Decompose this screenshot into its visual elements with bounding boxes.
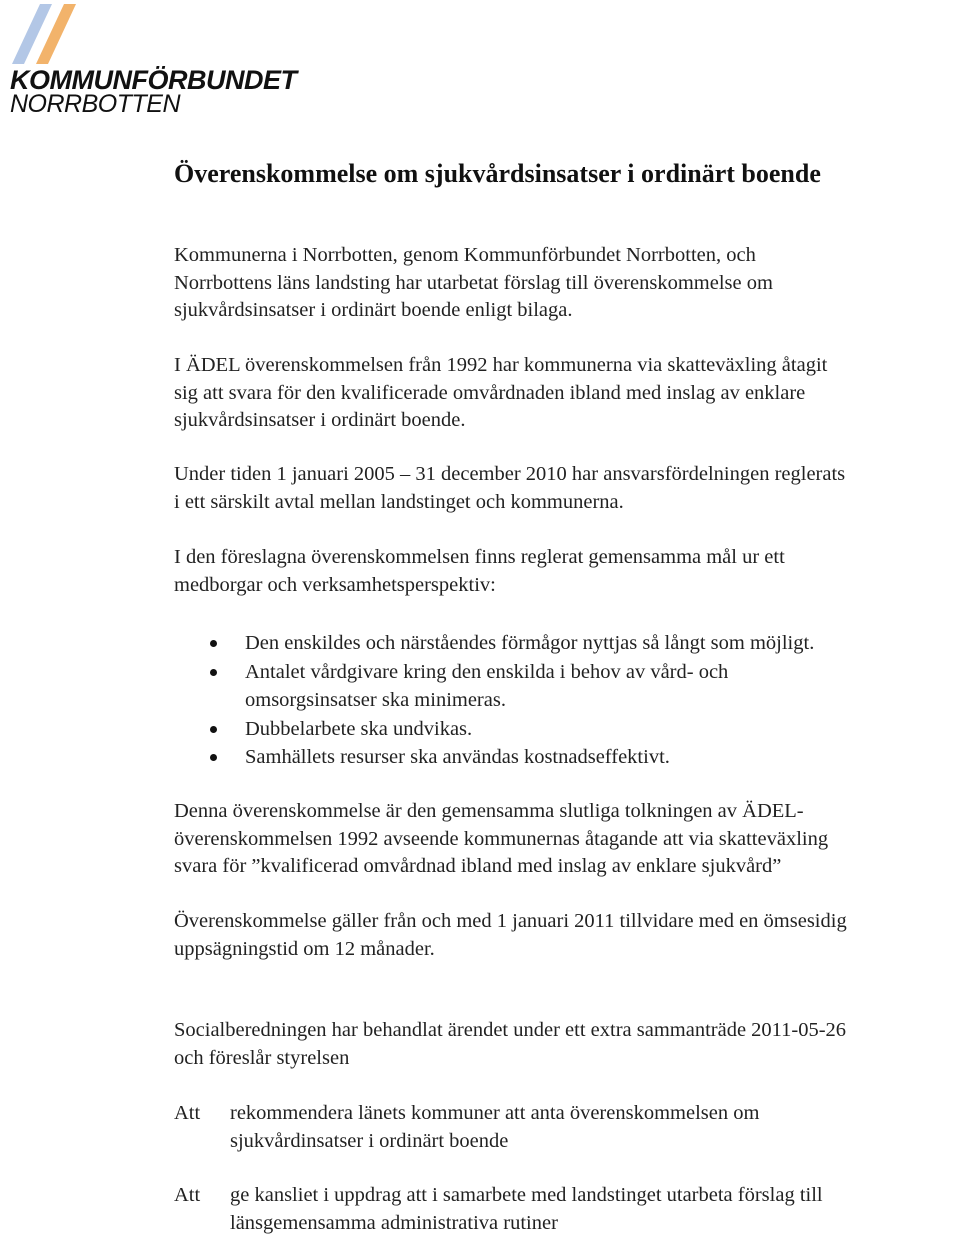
list-item: Samhällets resurser ska användas kostnadseffektivt. [174, 743, 814, 772]
bullet-icon [210, 754, 217, 761]
logo-text-line1: KOMMUNFÖRBUNDET [10, 65, 297, 95]
proposal-label: Att [174, 1184, 201, 1206]
list-item: Antalet vårdgivare kring den enskilda i behov av vård- och omsorgsinsatser ska minimeras. [174, 658, 814, 715]
paragraph-intro: Kommunerna i Norrbotten, genom Kommunförbundet Norrbotten, och Norrbottens läns landsting har utarbetat förslag till överenskommelse om sjukvårdsinsatser i ordinärt boende enligt bilaga. [174, 244, 773, 322]
proposal-text: ge kansliet i uppdrag att i samarbete med landstinget utarbeta förslag till länsgemensamma administrativa rutiner [230, 1184, 823, 1234]
bullet-icon [210, 726, 217, 733]
paragraph-validity: Överenskommelse gäller från och med 1 januari 2011 tillvidare med en ömsesidig uppsägningstid om 12 månader. [174, 910, 847, 960]
goals-list [174, 629, 814, 772]
paragraph-social-committee: Socialberedningen har behandlat ärendet under ett extra sammanträde 2011-05-26 och föreslår styrelsen [174, 1019, 847, 1069]
logo-text-line2: NORRBOTTEN [10, 90, 180, 118]
paragraph-goals: I den föreslagna överenskommelsen finns reglerat gemensamma mål ur ett medborgar och verksamhetsperspektiv: [174, 546, 785, 596]
bullet-icon [210, 640, 217, 647]
paragraph-interpretation: Denna överenskommelse är den gemensamma slutliga tolkningen av ÄDEL- överenskommelsen 1992 avseende kommunernas åtagande att via skatteväxling svara för ”kvalificerad omvårdnad ibland med inslag av enklare sjukvård” [174, 800, 829, 878]
list-item: Den enskildes och närståendes förmågor nyttjas så långt som möjligt. [174, 629, 814, 658]
kommunforbundet-logo [6, 4, 297, 118]
proposal-label: Att [174, 1102, 201, 1124]
proposal-text: rekommendera länets kommuner att anta överenskommelsen om sjukvårdinsatser i ordinärt boende [230, 1102, 760, 1152]
paragraph-adel: I ÄDEL överenskommelsen från 1992 har kommunerna via skatteväxling åtagit sig att svara för den kvalificerade omvårdnaden ibland med inslag av enklare sjukvårdsinsatser i ordinärt boende. [174, 354, 828, 432]
logo-stripes-icon [6, 4, 76, 66]
bullet-icon [210, 669, 217, 676]
document-title: Överenskommelse om sjukvårdsinsatser i ordinärt boende [174, 159, 821, 188]
paragraph-period: Under tiden 1 januari 2005 – 31 december 2010 har ansvarsfördelningen reglerats i ett särskilt avtal mellan landstinget och kommunerna. [174, 463, 846, 513]
list-item: Dubbelarbete ska undvikas. [174, 715, 814, 744]
